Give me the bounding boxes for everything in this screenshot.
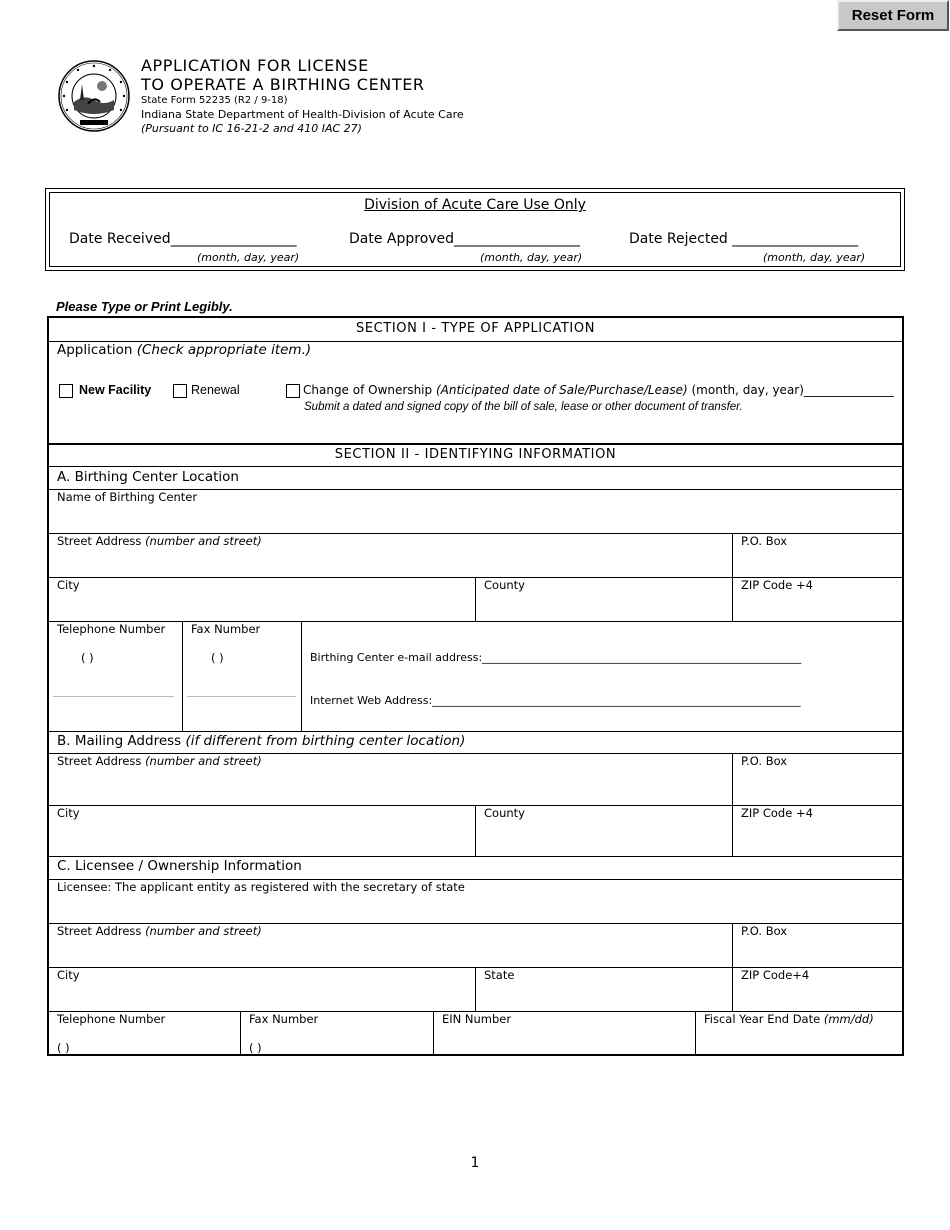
c-city-label: City — [57, 968, 80, 982]
application-label — [57, 342, 311, 358]
fiscal-year-label — [704, 1012, 874, 1026]
section-c-title: C. Licensee / Ownership Information — [57, 858, 302, 874]
c-telephone-label: Telephone Number — [57, 1012, 166, 1026]
date-received-field[interactable]: Date Received__________________ — [69, 231, 297, 247]
form-title-line2: TO OPERATE A BIRTHING CENTER — [141, 75, 425, 94]
b-zip-label: ZIP Code +4 — [741, 806, 813, 820]
application-label-text: Application — [57, 342, 133, 358]
department-name: Indiana State Department of Health-Division of Acute Care — [141, 108, 464, 121]
email-field[interactable]: Birthing Center e-mail address:__________________________________________________________ — [310, 651, 802, 664]
section-a-title: A. Birthing Center Location — [57, 469, 239, 485]
indiana-state-seal-icon — [58, 60, 130, 132]
licensee-label: Licensee: The applicant entity as registered with the secretary of state — [57, 880, 465, 894]
a-po-box-label: P.O. Box — [741, 534, 788, 548]
section2-title: SECTION II - IDENTIFYING INFORMATION — [334, 447, 617, 462]
change-of-ownership-label — [303, 383, 894, 397]
section-b-title — [57, 733, 465, 749]
fiscal-year-text: Fiscal Year End Date — [704, 1012, 821, 1026]
new-facility-checkbox[interactable] — [59, 384, 73, 398]
section-b-hint: (if different from birthing center location) — [185, 733, 466, 749]
date-received-hint: (month, day, year) — [197, 251, 300, 264]
b-city-label: City — [57, 806, 80, 820]
c-street-text: Street Address — [57, 924, 142, 938]
section1-title: SECTION I - TYPE OF APPLICATION — [355, 321, 596, 336]
a-telephone-label: Telephone Number — [57, 622, 166, 636]
a-zip-label: ZIP Code +4 — [741, 578, 813, 592]
b-po-box-label: P.O. Box — [741, 754, 788, 768]
application-hint: (Check appropriate item.) — [136, 342, 312, 358]
c-telephone-area[interactable]: ( ) — [57, 1041, 70, 1055]
b-county-label: County — [484, 806, 525, 820]
c-state-label: State — [484, 968, 515, 982]
change-label-text: Change of Ownership — [303, 383, 433, 397]
renewal-checkbox[interactable] — [173, 384, 187, 398]
reset-form-button[interactable]: Reset Form — [837, 0, 949, 31]
change-hint: (Anticipated date of Sale/Purchase/Lease) — [435, 383, 688, 397]
a-fax-label: Fax Number — [191, 622, 261, 636]
web-address-field[interactable]: Internet Web Address:___________________________________________________________________ — [310, 694, 801, 707]
form-title-line1: APPLICATION FOR LICENSE — [141, 56, 369, 75]
c-fax-label: Fax Number — [249, 1012, 319, 1026]
page-number: 1 — [470, 1155, 480, 1171]
b-street-hint: (number and street) — [145, 754, 262, 768]
b-street-label — [57, 754, 262, 768]
center-name-label: Name of Birthing Center — [57, 490, 198, 504]
change-of-ownership-checkbox[interactable] — [286, 384, 300, 398]
section-b-text: B. Mailing Address — [57, 733, 182, 749]
new-facility-label: New Facility — [79, 383, 152, 397]
ein-label: EIN Number — [442, 1012, 512, 1026]
b-street-text: Street Address — [57, 754, 142, 768]
a-telephone-area[interactable]: ( ) — [81, 651, 94, 665]
renewal-label: Renewal — [191, 383, 240, 397]
date-approved-hint: (month, day, year) — [480, 251, 583, 264]
a-street-label — [57, 534, 262, 548]
c-street-hint: (number and street) — [145, 924, 262, 938]
office-use-title: Division of Acute Care Use Only — [364, 197, 586, 213]
pursuant-citation: (Pursuant to IC 16-21-2 and 410 IAC 27) — [141, 122, 362, 135]
c-fax-area[interactable]: ( ) — [249, 1041, 262, 1055]
c-po-box-label: P.O. Box — [741, 924, 788, 938]
date-approved-field[interactable]: Date Approved__________________ — [349, 231, 581, 247]
change-note: Submit a dated and signed copy of the bill of sale, lease or other document of transfer. — [304, 401, 743, 413]
c-zip-label: ZIP Code+4 — [741, 968, 810, 982]
form-number: State Form 52235 (R2 / 9-18) — [141, 95, 288, 106]
office-use-box — [45, 188, 905, 271]
change-date-field[interactable]: (month, day, year)_______________ — [691, 383, 894, 397]
c-street-label — [57, 924, 262, 938]
a-fax-area[interactable]: ( ) — [211, 651, 224, 665]
date-rejected-field[interactable]: Date Rejected __________________ — [629, 231, 859, 247]
a-street-text: Street Address — [57, 534, 142, 548]
a-county-label: County — [484, 578, 525, 592]
instructions: Please Type or Print Legibly. — [56, 299, 233, 314]
application-form — [47, 316, 904, 1056]
a-street-hint: (number and street) — [145, 534, 262, 548]
a-city-label: City — [57, 578, 80, 592]
fiscal-year-hint: (mm/dd) — [823, 1012, 874, 1026]
date-rejected-hint: (month, day, year) — [763, 251, 866, 264]
